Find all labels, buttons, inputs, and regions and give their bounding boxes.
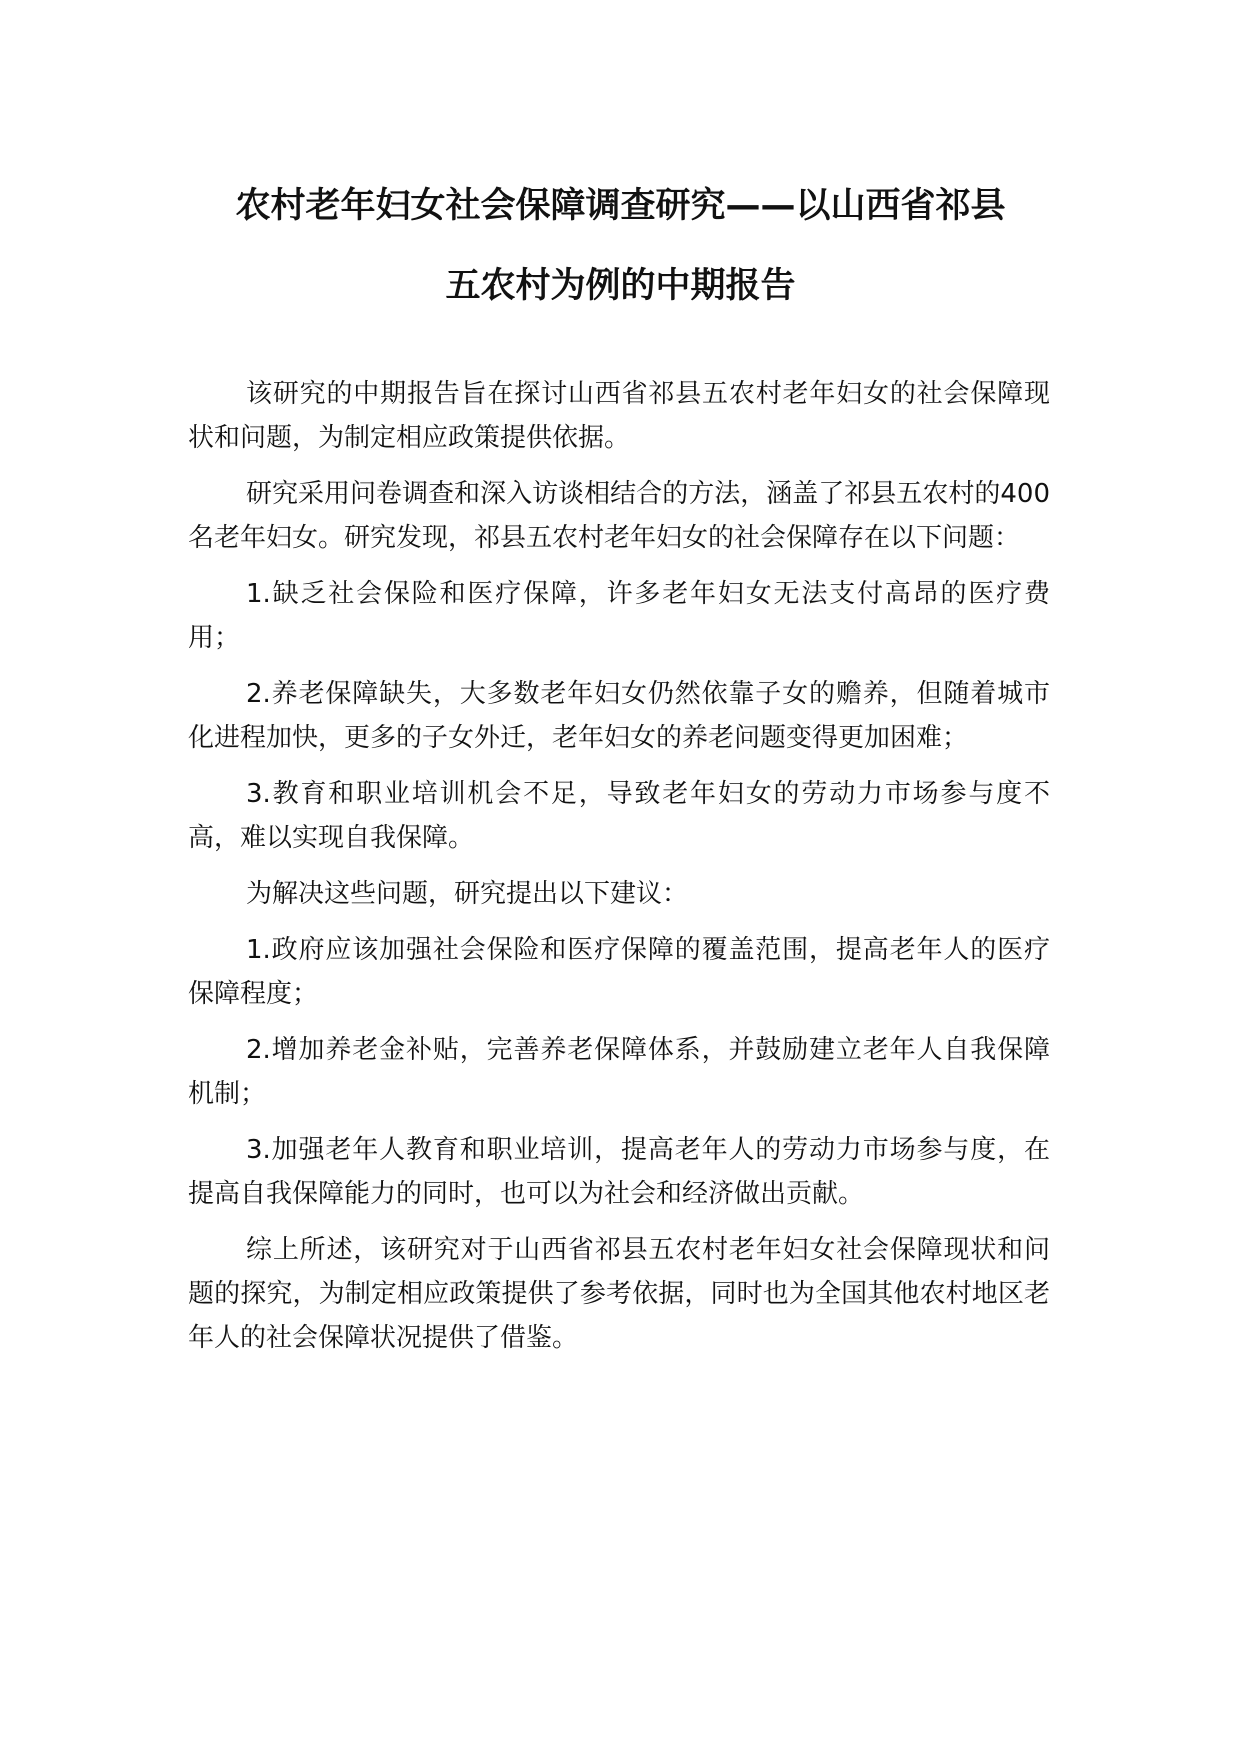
document-title-line-2: 五农村为例的中期报告 (445, 266, 796, 306)
document-title-line-1: 农村老年妇女社会保障调查研究——以山西省祁县 (235, 186, 1006, 226)
paragraph-conclusion: 综上所述，该研究对于山西省祁县五农村老年妇女社会保障现状和问题的探究，为制定相应政策提供了参考依据，同时也为全国其他农村地区老年人的社会保障状况提供了借鉴。 (188, 1235, 1050, 1353)
paragraph-problem-1: 1.缺乏社会保险和医疗保障，许多老年妇女无法支付高昂的医疗费用； (188, 579, 1050, 653)
paragraph-suggestions-intro: 为解决这些问题，研究提出以下建议： (246, 879, 689, 909)
paragraph-problem-3: 3.教育和职业培训机会不足，导致老年妇女的劳动力市场参与度不高，难以实现自我保障。 (188, 779, 1050, 853)
paragraph-suggestion-2: 2.增加养老金补贴，完善养老保障体系，并鼓励建立老年人自我保障机制； (188, 1035, 1050, 1109)
paragraph-method: 研究采用问卷调查和深入访谈相结合的方法，涵盖了祁县五农村的400名老年妇女。研究发现，祁县五农村老年妇女的社会保障存在以下问题： (188, 479, 1050, 553)
paragraph-suggestion-3: 3.加强老年人教育和职业培训，提高老年人的劳动力市场参与度，在提高自我保障能力的同时，也可以为社会和经济做出贡献。 (188, 1135, 1050, 1209)
paragraph-intro: 该研究的中期报告旨在探讨山西省祁县五农村老年妇女的社会保障现状和问题，为制定相应政策提供依据。 (188, 379, 1050, 453)
paragraph-problem-2: 2.养老保障缺失，大多数老年妇女仍然依靠子女的赡养，但随着城市化进程加快，更多的子女外迁，老年妇女的养老问题变得更加困难； (188, 679, 1050, 753)
paragraph-suggestion-1: 1.政府应该加强社会保险和医疗保障的覆盖范围，提高老年人的医疗保障程度； (188, 935, 1050, 1009)
document-body (188, 372, 1050, 1372)
